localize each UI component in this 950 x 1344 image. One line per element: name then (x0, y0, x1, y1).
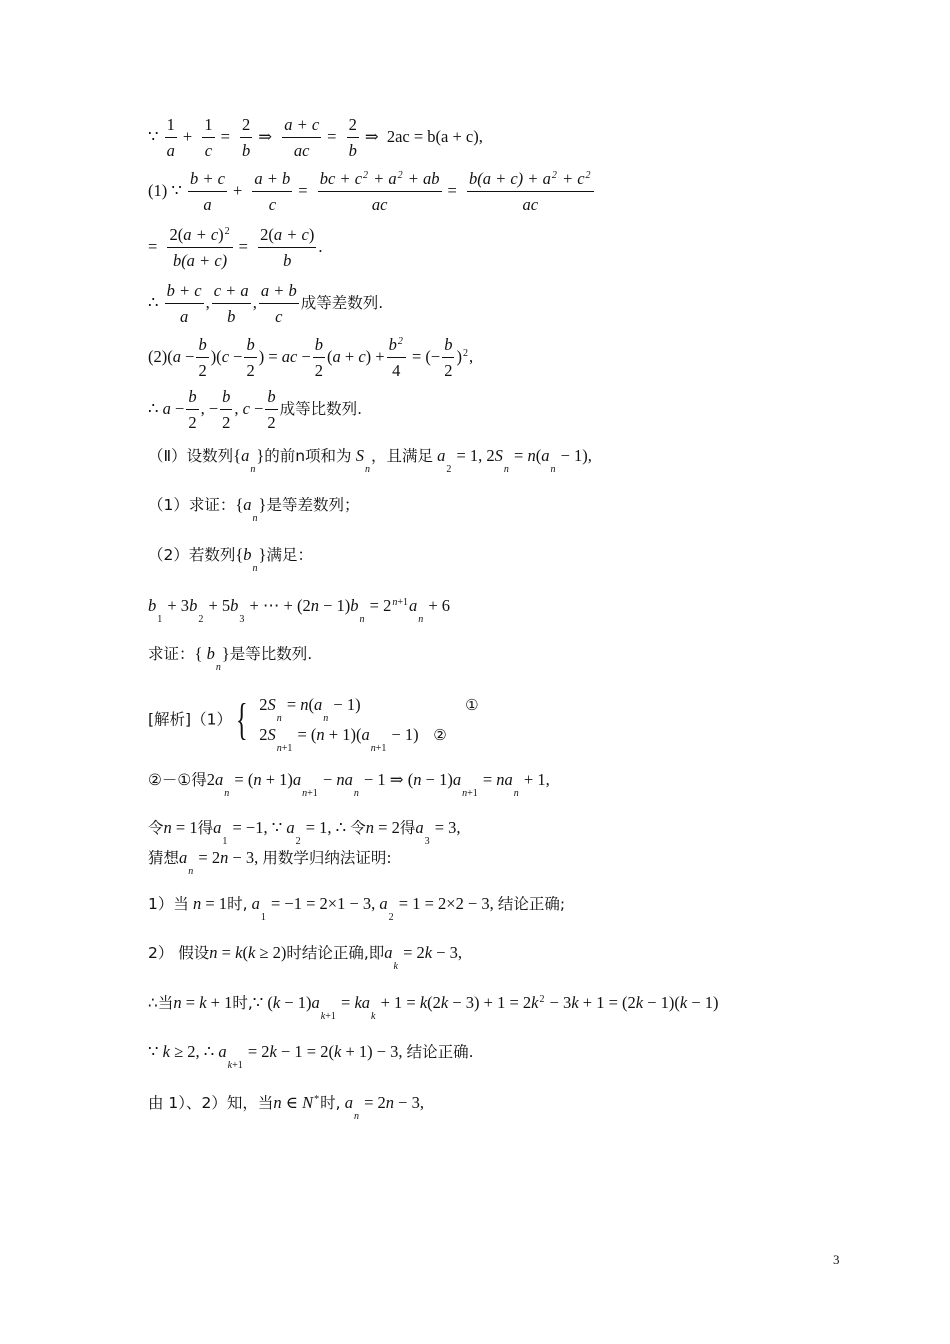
case2-mid: 时结论正确,即 (286, 944, 385, 962)
problem2-heading-text: （Ⅱ）设数列 (148, 447, 234, 465)
part1-label: (1) (148, 180, 168, 200)
solution-case2: 2） 假设n = k(k ≥ 2)时结论正确,即ak = 2k − 3, (148, 943, 463, 972)
equation-part1-b: = $\frac{2(a + c)2}{b(a + c)}$ = $\frac{2(a + c)}{b}$ . (148, 225, 323, 271)
circle-one: ① (465, 696, 479, 714)
problem2-q1: （1）求证：{an}是等差数列； (148, 495, 360, 524)
q2-text: （2）若数列 (148, 546, 236, 564)
solution-label: [解析]（1） (148, 710, 232, 729)
solution-system: [解析]（1） { 2Sn = n(an − 1) ① 2Sn+1 = (n + 1)(an+1 − 1) ② (148, 690, 479, 750)
because-symbol: ∵ (148, 126, 159, 146)
step1-prefix: ②－①得 (148, 771, 207, 789)
solution-case1: 1）当 n = 1时, a1 = −1 = 2×1 − 3, a2 = 1 = 2×2 − 3, 结论正确; (148, 894, 566, 923)
case1-prefix: 1）当 (148, 895, 189, 913)
conclusion-arithmetic: 成等差数列. (300, 293, 384, 312)
conclusion-geometric: 成等比数列. (279, 399, 363, 418)
circle-two: ② (433, 726, 447, 744)
part2-label: (2) (148, 346, 168, 366)
q2-tail: 满足： (266, 546, 313, 564)
problem2-heading: （Ⅱ）设数列{an}的前n项和为 Sn，且满足 a2 = 1, 2Sn = n(an − 1), (148, 446, 592, 475)
guess-prefix: 猜想 (148, 849, 180, 867)
solution-case3: ∴当n = k + 1时,∵ (k − 1)ak+1 = kak + 1 = k(2k − 3) + 1 = 2k2 − 3k + 1 = (2k − 1)(k − 1) (148, 993, 719, 1022)
problem2-heading-tail: ，且满足 (370, 447, 433, 465)
problem2-q2-equation: b1 + 3b2 + 5b3 + ⋯ + (2n − 1)bn = 2n+1an + 6 (148, 596, 451, 625)
equation-part2-conclusion: ∴ a − $\frac{b}{2}$ , − $\frac{b}{2}$ , c − $\frac{b}{2}$ 成等比数列. (148, 387, 363, 433)
solution-final: 由 1）、2）知，当n ∈ N*时, an = 2n − 3, (148, 1093, 424, 1122)
final-mid: 时, (320, 1094, 341, 1112)
case1-tail: 结论正确; (497, 895, 566, 913)
intro-result: 2ac = b(a + c), (386, 126, 483, 146)
q2-prove-text: 求证： (148, 645, 195, 663)
solution-step1: ②－①得2an = (n + 1)an+1 − nan − 1 ⇒ (n − 1)an+1 = nan + 1, (148, 770, 550, 799)
problem2-q2-prove: 求证：{ bn}是等比数列. (148, 644, 313, 673)
q2-prove-tail: 是等比数列. (229, 645, 313, 663)
solution-guess: 猜想an = 2n − 3, 用数学归纳法证明: (148, 848, 392, 877)
step2-mid2: 令 (350, 819, 366, 837)
final-prefix: 由 1）、2）知，当 (148, 1094, 274, 1112)
page-number: 3 (833, 1252, 840, 1267)
case3-mid: 时, (232, 994, 253, 1012)
step2-mid1: 得 (197, 819, 214, 837)
solution-case4: ∵ k ≥ 2, ∴ ak+1 = 2k − 1 = 2(k + 1) − 3, 结论正确. (148, 1042, 474, 1071)
because-symbol: ∵ (171, 180, 182, 200)
q1-text: （1）求证： (148, 496, 236, 514)
case1-mid: 时, (227, 895, 248, 913)
equation-intro: ∵ $\frac{1}{a}$ + $\frac{1}{c}$ = $\frac{2}{b}$ ⇒ $\frac{a + c}{ac}$ = $\frac{2}{b}$ ⇒ 2ac = b(a + c), (148, 115, 483, 161)
case4-tail: 结论正确. (406, 1043, 474, 1061)
case2-prefix: 2） 假设 (148, 944, 210, 962)
q1-tail: 是等差数列； (266, 496, 360, 514)
guess-tail: 用数学归纳法证明: (262, 849, 392, 867)
case3-prefix: ∴当 (148, 994, 174, 1012)
equation-part1-a: (1) ∵ $\frac{b + c}{a}$ + $\frac{a + b}{c}$ = $\frac{bc + c2 + a2 + ab}{ac}$ = $\frac{b(a + c) + a2 + c2}{ac}$ (148, 170, 596, 214)
problem2-q2: （2）若数列{bn}满足： (148, 545, 313, 574)
step2-mid3: 得 (399, 819, 416, 837)
equation-part1-conclusion: ∴ $\frac{b + c}{a}$ , $\frac{c + a}{b}$ , $\frac{a + b}{c}$ 成等差数列. (148, 281, 384, 327)
solution-step2: 令n = 1得a1 = −1, ∵ a2 = 1, ∴ 令n = 2得a3 = 3, (148, 818, 461, 847)
step2-prefix: 令 (148, 819, 164, 837)
equation-part2-a: (2)(a − $\frac{b}{2}$ )(c − $\frac{b}{2}$ ) = ac − $\frac{b}{2}$ (a + c) + $\frac{b2}{4}$ = (− $\frac{b}{2}$ )2, (148, 335, 474, 381)
problem2-heading-mid: 的前n项和为 (264, 447, 352, 465)
